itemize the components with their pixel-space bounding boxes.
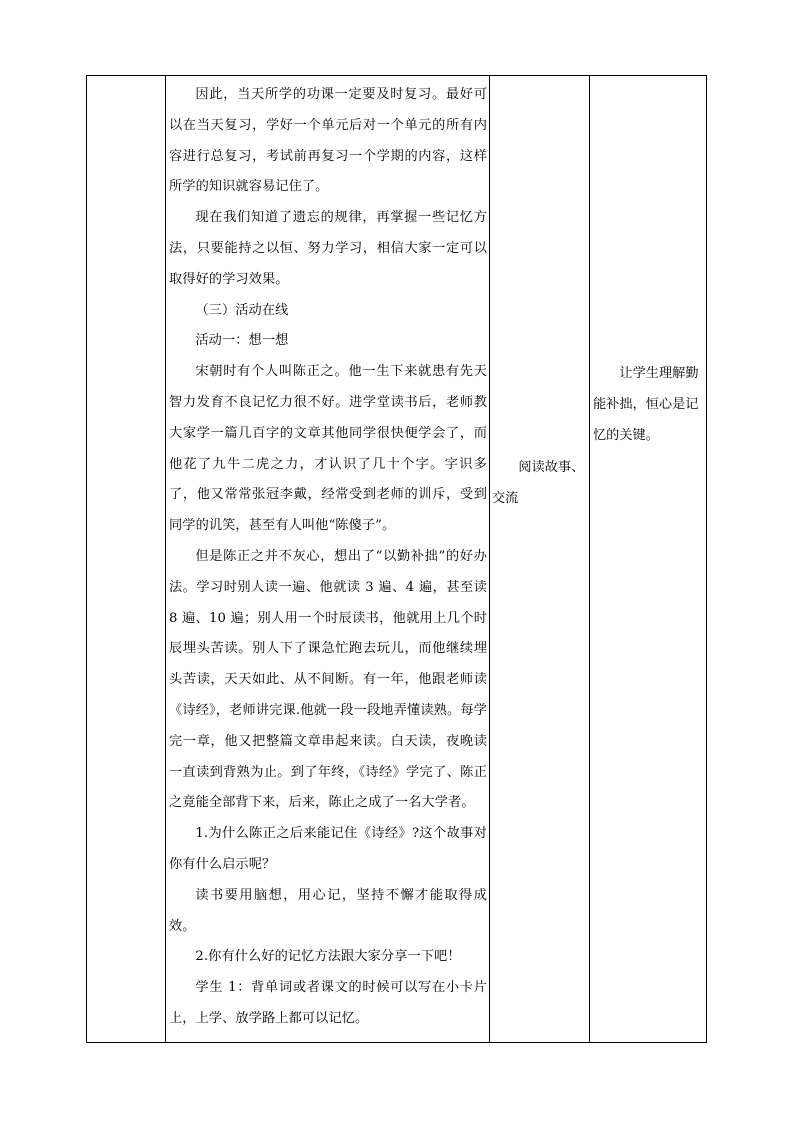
student-activity-text: 阅读故事、交流 xyxy=(492,460,585,506)
section-heading: （三）活动在线 xyxy=(195,302,289,318)
column-divider-2 xyxy=(489,76,490,1042)
design-purpose-cell xyxy=(590,359,706,451)
answer-1: 读书要用脑想，用心记，坚持不懈才能取得成效。 xyxy=(169,887,487,934)
paragraph-memory-method: 现在我们知道了遗忘的规律，再掌握一些记忆方法，只要能持之以恒、努力学习，相信大家一定可以取得好的学习效果。 xyxy=(169,210,487,287)
student-answer-1: 学生 1：背单词或者课文的时候可以写在小卡片上，上学、放学路上都可以记忆。 xyxy=(169,980,487,1026)
activity-heading: 活动一：想一想 xyxy=(195,333,289,349)
lesson-table xyxy=(86,75,707,1043)
teaching-content-cell xyxy=(166,76,489,1035)
student-activity-cell xyxy=(490,453,588,515)
story-paragraph-1: 宋朝时有个人叫陈正之。他一生下来就患有先天智力发育不良记忆力很不好。进学堂读书后，老师教大家学一篇几百字的文章其他同学很快便学会了，而他花了九牛二虎之力，才认识了几十个字。字识多了，他又常常张冠李戴，经常受到老师的训斥，受到同学的讥笑，甚至有人叫他“陈傻子”。 xyxy=(169,364,487,534)
column-divider-3 xyxy=(589,76,590,1042)
question-1: 1.为什么陈正之后来能记住《诗经》?这个故事对你有什么启示呢？ xyxy=(169,826,487,872)
story-paragraph-2: 但是陈正之并不灰心，想出了“以勤补拙”的好办法。学习时别人读一遍、他就读 3 遍、4 遍，甚至读 8 遍、10 遍；别人用一个时辰读书，他就用上几个时辰埋头苦读。别人下了课急忙跑去玩儿，而他继续埋头苦读，天天如此、从不间断。有一年，他跟老师读《诗经》，老师讲完课.他就一段一段地弄懂读熟。每学完一章，他又把整篇文章串起来读。白天读，夜晚读一直读到背熟为止。到了年终，《诗经》学完了、陈正之竟能全部背下来，后来，陈止之成了一名大学者。 xyxy=(169,548,487,811)
paragraph-review: 因此，当天所学的功课一定要及时复习。最好可以在当天复习，学好一个单元后对一个单元的所有内容进行总复习，考试前再复习一个学期的内容，这样所学的知识就容易记住了。 xyxy=(169,87,487,195)
question-2: 2.你有什么好的记忆方法跟大家分享一下吧！ xyxy=(195,949,461,965)
design-purpose-text: 让学生理解勤能补拙，恒心是记忆的关键。 xyxy=(593,366,699,443)
